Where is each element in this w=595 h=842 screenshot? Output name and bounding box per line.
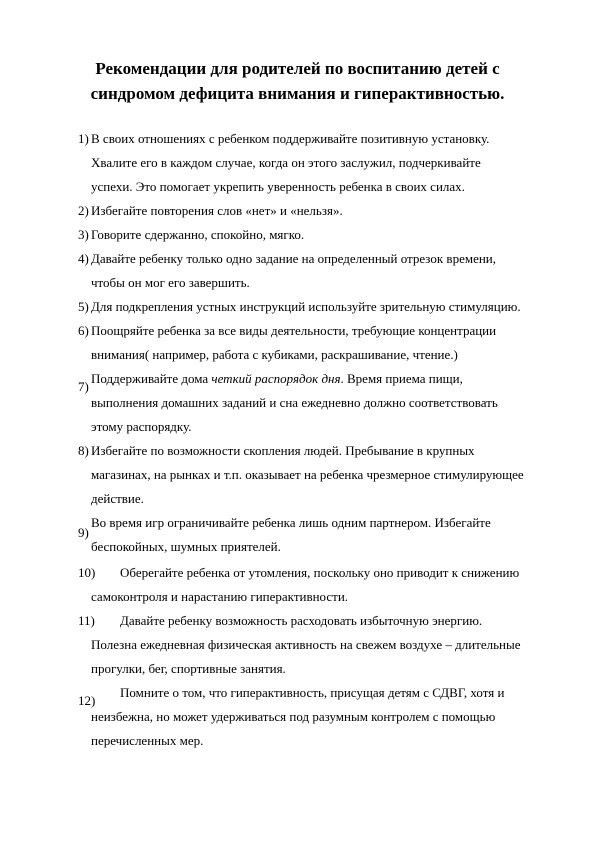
item-text-line: Во время игр ограничивайте ребенка лишь одним партнером. Избегайте bbox=[91, 515, 491, 530]
item-text-line: Говорите сдержанно, спокойно, мягко. bbox=[91, 227, 305, 242]
item-text-line: Избегайте повторения слов «нет» и «нельзя». bbox=[91, 203, 343, 218]
item-number: 8) bbox=[78, 443, 89, 458]
item-text-emphasis: четкий распорядок дня bbox=[211, 371, 341, 386]
item-number: 1) bbox=[78, 131, 89, 146]
document-title bbox=[60, 56, 535, 106]
item-number: 5) bbox=[78, 299, 89, 314]
item-text-line: выполнения домашних заданий и сна ежедневно должно соответствовать bbox=[91, 395, 498, 410]
item-number: 10) bbox=[78, 565, 96, 580]
item-text-line bbox=[91, 368, 463, 390]
item-text-line: Поощряйте ребенка за все виды деятельности, требующие концентрации bbox=[91, 323, 497, 338]
item-text-line: В своих отношениях с ребенком поддерживайте позитивную установку. bbox=[91, 131, 490, 146]
item-number: 2) bbox=[78, 203, 89, 218]
item-text-line: беспокойных, шумных приятелей. bbox=[91, 539, 281, 554]
item-text-line: Хвалите его в каждом случае, когда он этого заслужил, подчеркивайте bbox=[91, 155, 481, 170]
item-number: 12) bbox=[78, 693, 96, 708]
item-text-line: магазинах, на рынках и т.п. оказывает на ребенка чрезмерное стимулирующее bbox=[91, 467, 524, 482]
item-number: 4) bbox=[78, 251, 89, 266]
item-number: 11) bbox=[78, 613, 95, 628]
item-text-segment: . Время приема пищи, bbox=[340, 371, 463, 386]
item-text-line: этому распорядку. bbox=[91, 419, 192, 434]
item-text-line: перечисленных мер. bbox=[91, 733, 204, 748]
item-text-line: Давайте ребенку только одно задание на определенный отрезок времени, bbox=[91, 251, 497, 266]
item-number: 6) bbox=[78, 323, 89, 338]
item-text-line: Избегайте по возможности скопления людей. Пребывание в крупных bbox=[91, 443, 475, 458]
item-text-line: успехи. Это помогает укрепить уверенность ребенка в своих силах. bbox=[91, 179, 465, 194]
item-text-line: Полезна ежедневная физическая активность на свежем воздухе – длительные bbox=[91, 637, 521, 652]
item-number: 9) bbox=[78, 525, 89, 540]
item-text-line: чтобы он мог его завершить. bbox=[91, 275, 250, 290]
item-text-line: действие. bbox=[91, 491, 144, 506]
title-line-1: Рекомендации для родителей по воспитанию детей с bbox=[95, 59, 500, 78]
item-text-segment: Поддерживайте дома bbox=[91, 371, 212, 386]
item-text-line: прогулки, бег, спортивные занятия. bbox=[91, 661, 286, 676]
item-text-line: внимания( например, работа с кубиками, раскрашивание, чтение.) bbox=[91, 347, 458, 362]
item-number: 3) bbox=[78, 227, 89, 242]
item-text-line: неизбежна, но может удерживаться под разумным контролем с помощью bbox=[91, 709, 496, 724]
item-text-line: Для подкрепления устных инструкций используйте зрительную стимуляцию. bbox=[91, 299, 521, 314]
item-text-line: Давайте ребенку возможность расходовать избыточную энергию. bbox=[120, 613, 483, 628]
item-text-line: Помните о том, что гиперактивность, присущая детям с СДВГ, хотя и bbox=[120, 685, 505, 700]
item-text-line: самоконтроля и нарастанию гиперактивности. bbox=[91, 589, 349, 604]
item-text-line: Оберегайте ребенка от утомления, поскольку оно приводит к снижению bbox=[120, 565, 520, 580]
item-number: 7) bbox=[78, 379, 89, 394]
title-line-2: синдромом дефицита внимания и гиперактивностью. bbox=[90, 84, 505, 103]
